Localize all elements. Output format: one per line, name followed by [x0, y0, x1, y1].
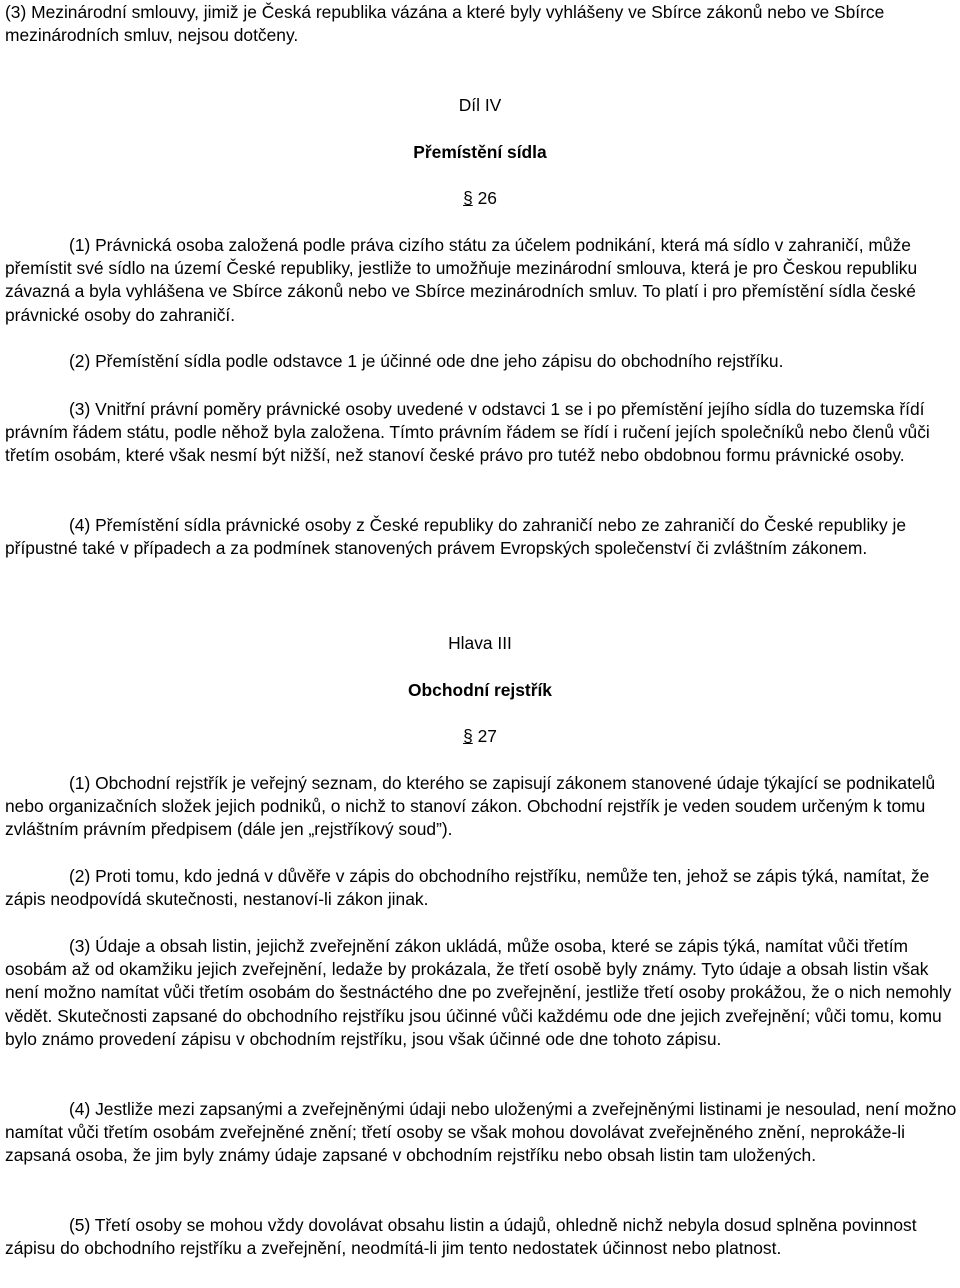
section-27-paragraph-5: (5) Třetí osoby se mohou vždy dovolávat obsahu listin a údajů, ohledně nichž nebyla dosud splněna povinnost zápisu do obchodního rejstříku a zveřejnění, neodmítá-li jim tento nedostatek účinnost nebo platnost.	[5, 1215, 917, 1259]
section-sign-icon: §	[463, 188, 473, 208]
section-27-paragraph-2: (2) Proti tomu, kdo jedná v důvěře v zápis do obchodního rejstříku, nemůže ten, jehož se zápis týká, namítat, že zápis neodpovídá skutečnosti, nestanoví-li zákon jinak.	[5, 866, 930, 910]
part-title: Přemístění sídla	[413, 142, 547, 162]
part-heading: Díl IV	[458, 95, 502, 115]
section-26-paragraph-3: (3) Vnitřní právní poměry právnické osoby uvedené v odstavci 1 se i po přemístění jejího sídla do tuzemska řídí právním řádem státu, podle něhož byla založena. Tímto právním řádem se řídí i ručení jejích společníků nebo členů vůči třetím osobám, které však nesmí být nižší, než stanoví české právo pro tutéž nebo obdobnou formu právnické osoby.	[5, 399, 930, 466]
section-sign-icon: §	[463, 726, 473, 746]
chapter-title: Obchodní rejstřík	[408, 680, 552, 700]
section-26-paragraph-2: (2) Přemístění sídla podle odstavce 1 je účinné ode dne jeho zápisu do obchodního rejstříku.	[69, 351, 784, 371]
section-26-number: 26	[477, 188, 497, 208]
section-27-paragraph-1: (1) Obchodní rejstřík je veřejný seznam, do kterého se zapisují zákonem stanovené údaje týkající se podnikatelů nebo organizačních složek jejich podniků, o nichž to stanoví zákon. Obchodní rejstřík je veden soudem určeným k tomu zvláštním právním předpisem (dále jen „rejstříkový soud”).	[5, 773, 936, 840]
section-27-heading	[5, 725, 955, 748]
section-27-number: 27	[477, 726, 497, 746]
section-27-paragraph-4: (4) Jestliže mezi zapsanými a zveřejněnými údaji nebo uloženými a zveřejněnými listinami je nesoulad, není možno namítat vůči třetím osobám zveřejněné znění; třetí osoby se však mohou dovolávat zveřejněného znění, neprokáže-li zapsaná osoba, že jim byly známy údaje zapsané v obchodním rejstříku nebo obsah listin tam uložených.	[5, 1099, 957, 1166]
section-26-paragraph-1: (1) Právnická osoba založená podle práva cizího státu za účelem podnikání, která má sídlo v zahraničí, může přemístit své sídlo na území České republiky, jestliže to umožňuje mezinárodní smlouva, která je pro Českou republiku závazná a byla vyhlášena ve Sbírce zákonů nebo ve Sbírce mezinárodních smluv. To platí i pro přemístění sídla české právnické osoby do zahraničí.	[5, 235, 918, 325]
section-27-paragraph-3: (3) Údaje a obsah listin, jejichž zveřejnění zákon ukládá, může osoba, které se zápis týká, namítat vůči třetím osobám až od okamžiku jejich zveřejnění, ledaže by prokázala, že třetí osobě byly známy. Tyto údaje a obsah listin však není možno namítat vůči třetím osobám do šestnáctého dne po zveřejnění, jestliže třetí osoby prokážou, že o nich nemohly vědět. Skutečnosti zapsané do obchodního rejstříku jsou účinné vůči každému ode dne jejich zveřejnění; vůči tomu, komu bylo známo provedení zápisu v obchodním rejstříku, jsou však účinné ode dne tohoto zápisu.	[5, 936, 952, 1049]
chapter-heading: Hlava III	[448, 633, 512, 653]
section-26-paragraph-4: (4) Přemístění sídla právnické osoby z České republiky do zahraničí nebo ze zahraničí do České republiky je přípustné také v případech a za podmínek stanovených právem Evropských společenství či zvláštním zákonem.	[5, 515, 907, 559]
paragraph-prev-3: (3) Mezinárodní smlouvy, jimiž je Česká republika vázána a které byly vyhlášeny ve Sbírce zákonů nebo ve Sbírce mezinárodních smluv, nejsou dotčeny.	[5, 2, 885, 46]
section-26-heading	[5, 187, 955, 210]
